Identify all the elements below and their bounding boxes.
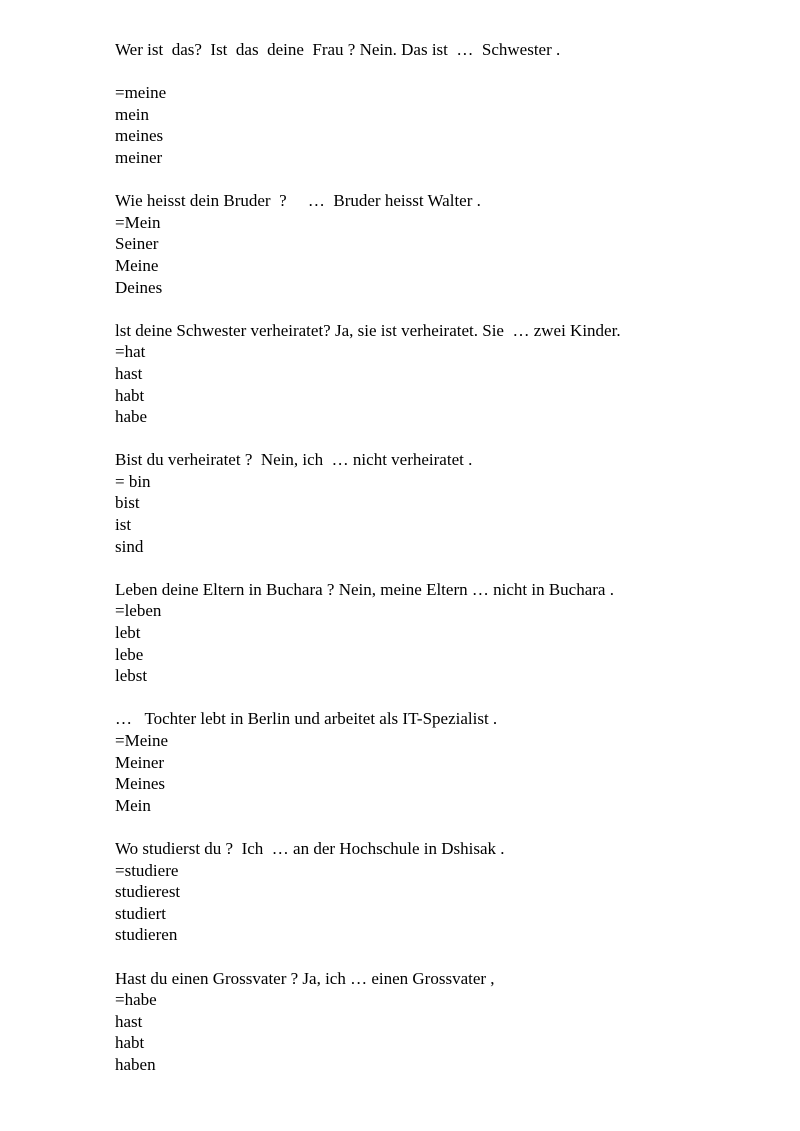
answer-option: =habe xyxy=(115,990,157,1010)
question-text: Wie heisst dein Bruder ? … Bruder heisst Walter . xyxy=(115,191,481,211)
spacer xyxy=(115,298,755,320)
answer-option: studieren xyxy=(115,925,178,945)
question-block-3 xyxy=(115,320,755,428)
question-text: Bist du verheiratet ? Nein, ich … nicht verheiratet . xyxy=(115,450,473,470)
answer-option: habe xyxy=(115,407,148,427)
answer-option: haben xyxy=(115,1054,156,1074)
answer-option: = bin xyxy=(115,471,151,491)
question-block-6 xyxy=(115,708,755,816)
question-text: Leben deine Eltern in Buchara ? Nein, meine Eltern … nicht in Buchara . xyxy=(115,579,614,599)
answer-option: habt xyxy=(115,385,145,405)
spacer xyxy=(115,816,755,838)
answer-option: =Meine xyxy=(115,731,169,750)
answer-option: sind xyxy=(115,536,144,556)
spacer xyxy=(115,169,755,191)
spacer xyxy=(115,557,755,579)
answer-option: studierest xyxy=(115,882,181,902)
question-block-7 xyxy=(115,838,755,946)
answer-option: lebst xyxy=(115,666,148,686)
question-text: lst deine Schwester verheiratet? Ja, sie ist verheiratet. Sie … zwei Kinder. xyxy=(115,320,621,340)
answer-option: Meiner xyxy=(115,752,165,772)
document-page xyxy=(115,39,755,1076)
answer-option: hast xyxy=(115,363,143,383)
question-text: … Tochter lebt in Berlin und arbeitet als IT-Spezialist . xyxy=(115,709,498,729)
question-text: Wer ist das? Ist das deine Frau ? Nein. Das ist … Schwester . xyxy=(115,40,561,59)
answer-option: meines xyxy=(115,126,164,146)
answer-option: meiner xyxy=(115,147,163,167)
answer-option: hast xyxy=(115,1011,143,1031)
answer-option: Meine xyxy=(115,255,159,275)
answer-option: lebe xyxy=(115,644,144,664)
answer-option: mein xyxy=(115,104,149,124)
answer-option: =leben xyxy=(115,601,162,621)
question-block-2 xyxy=(115,190,755,298)
answer-option: =Mein xyxy=(115,212,161,232)
question-text: Wo studierst du ? Ich … an der Hochschule in Dshisak . xyxy=(115,838,505,858)
question-block-5 xyxy=(115,579,755,687)
answer-option: =meine xyxy=(115,83,167,103)
answer-option: Deines xyxy=(115,277,163,297)
answer-option: Mein xyxy=(115,795,151,815)
spacer xyxy=(115,946,755,968)
answer-option: Meines xyxy=(115,774,166,794)
question-text: Hast du einen Grossvater ? Ja, ich … einen Grossvater , xyxy=(115,968,495,988)
question-block-4 xyxy=(115,449,755,557)
answer-option: habt xyxy=(115,1033,145,1053)
answer-option: Seiner xyxy=(115,234,159,254)
spacer xyxy=(115,428,755,450)
answer-option: lebt xyxy=(115,623,141,643)
answer-option: ist xyxy=(115,515,132,535)
spacer xyxy=(115,687,755,709)
question-block-1 xyxy=(115,39,755,169)
answer-option: =studiere xyxy=(115,860,179,880)
question-block-8 xyxy=(115,968,755,1076)
answer-option: bist xyxy=(115,493,140,513)
answer-option: studiert xyxy=(115,903,166,923)
answer-option: =hat xyxy=(115,342,146,362)
